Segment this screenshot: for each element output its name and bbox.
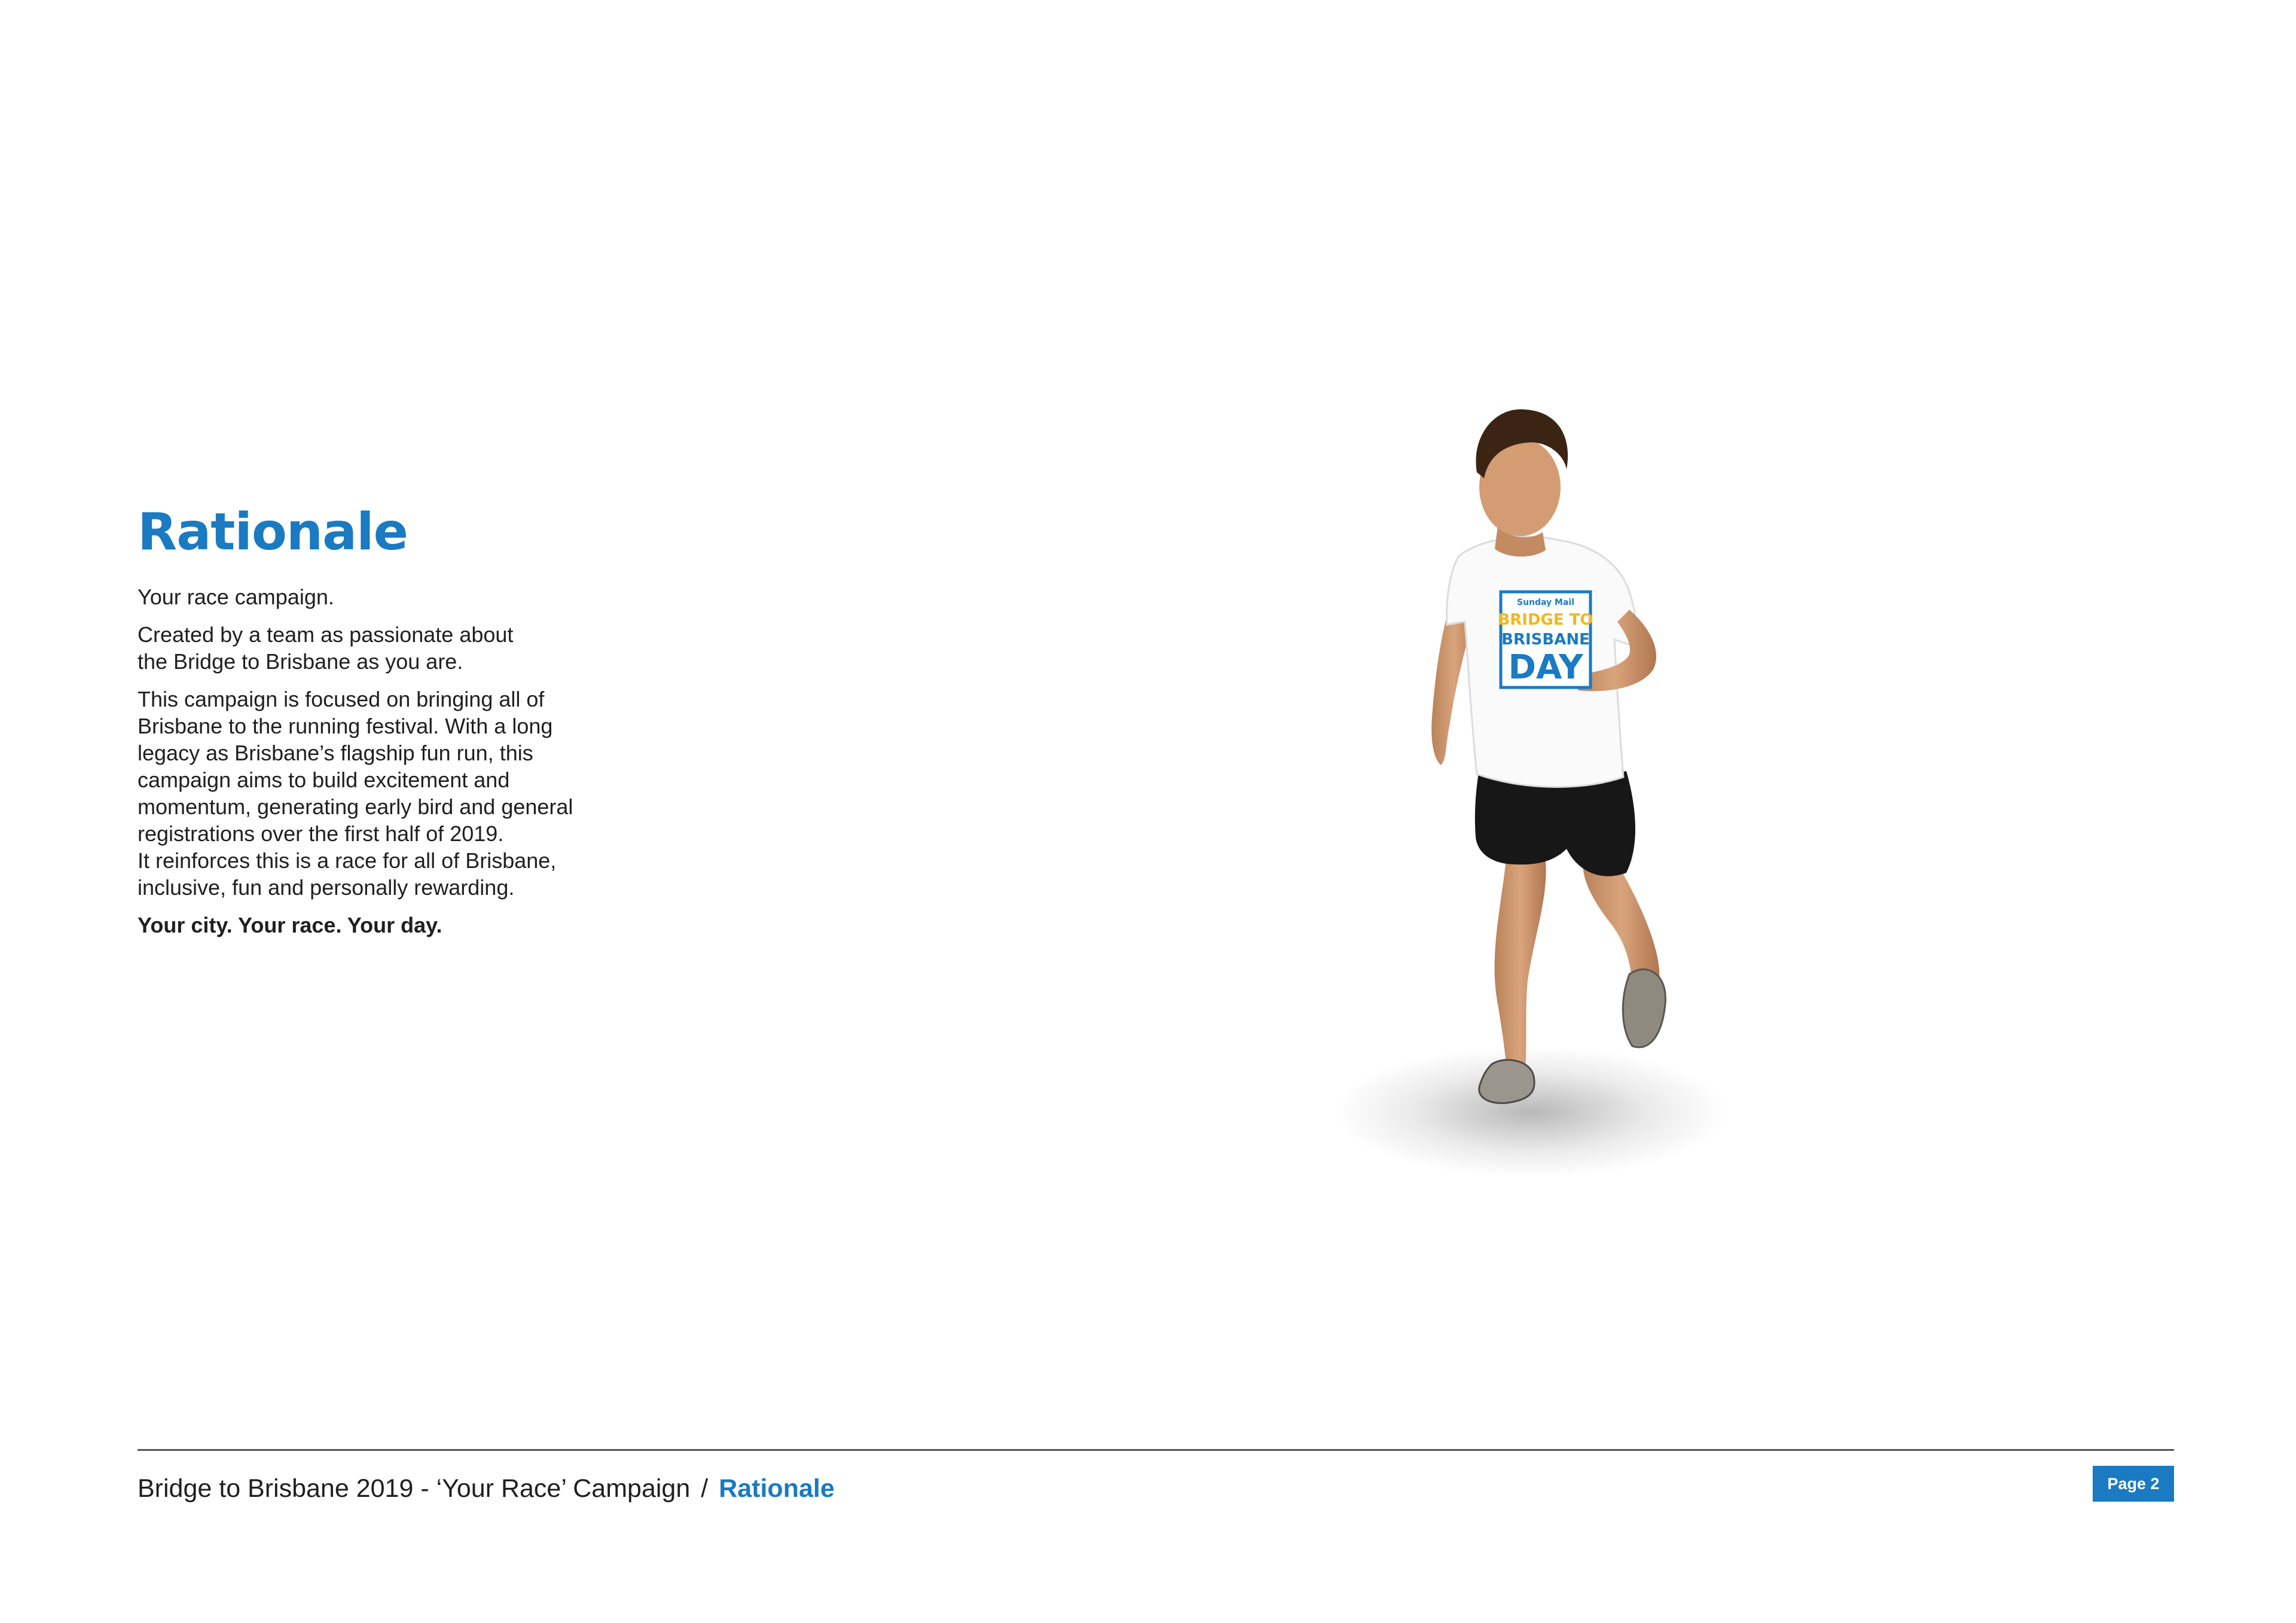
page-number-badge: Page 2: [2093, 1466, 2174, 1502]
shirt-logo: [1498, 592, 1593, 687]
front-leg: [1495, 855, 1546, 1076]
ground-shadow: [1333, 1046, 1728, 1178]
shirt-logo-line1: Sunday Mail: [1516, 598, 1575, 607]
footer-separator: /: [701, 1474, 709, 1503]
runner-photo: [1327, 359, 1782, 1184]
main-text-column: [138, 502, 616, 949]
team-paragraph: Created by a team as passionate about the Bridge to Brisbane as you are.: [138, 622, 514, 674]
back-shoe: [1623, 970, 1665, 1047]
page-heading: Rationale: [138, 502, 408, 562]
shirt-logo-line3: BRISBANE: [1501, 631, 1590, 649]
footer-divider: [138, 1449, 2174, 1451]
footer-breadcrumb: [138, 1472, 835, 1505]
shirt-logo-line2: BRIDGE TO: [1498, 611, 1593, 629]
footer-doc-title: Bridge to Brisbane 2019 - ‘Your Race’ Campaign: [138, 1474, 691, 1503]
campaign-paragraph: This campaign is focused on bringing all of Brisbane to the running festival. With a long legacy as Brisbane’s flagship fun run, this campaign aims to build excitement and momentum, generating early bird and general registrations over the first half of 2019. It reinforces this is a race for all of Brisbane, inclusive, fun and personally rewarding.: [138, 687, 573, 900]
intro-paragraph: Your race campaign.: [138, 585, 334, 609]
tagline: Your city. Your race. Your day.: [138, 913, 442, 937]
footer-section-name: Rationale: [719, 1474, 835, 1503]
shirt-logo-line4: DAY: [1508, 648, 1583, 687]
